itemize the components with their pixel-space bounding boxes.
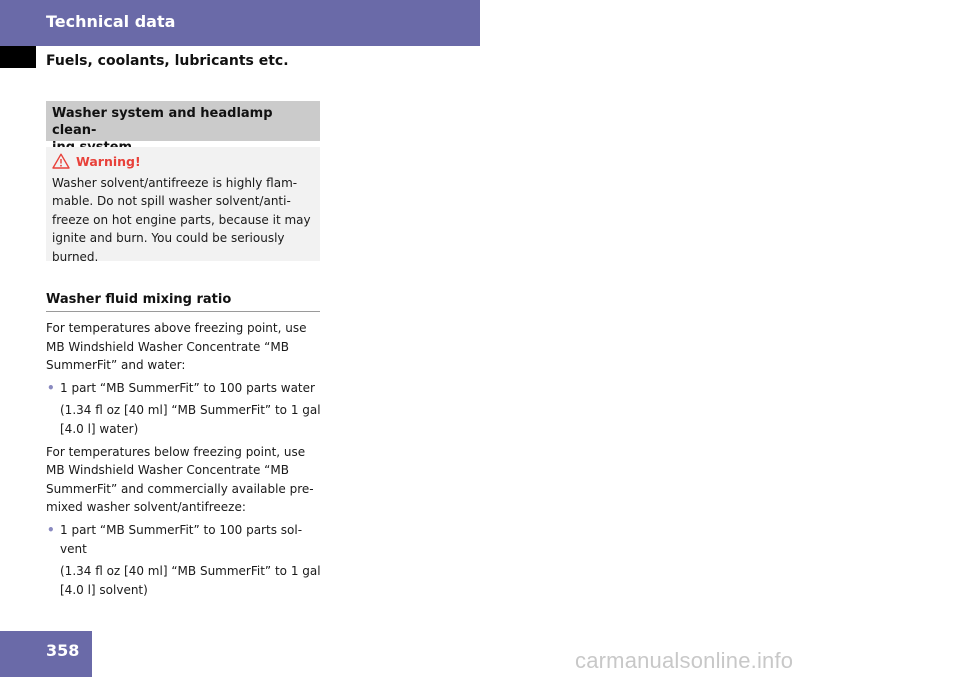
bullet-detail-line: [4.0 l] water)	[60, 421, 139, 436]
warning-line: freeze on hot engine parts, because it may	[52, 212, 311, 227]
warning-text	[52, 174, 314, 266]
bullet-item	[46, 521, 326, 540]
warning-triangle-icon	[52, 153, 70, 169]
warning-line: ignite and burn. You could be seriously	[52, 231, 285, 246]
bullet-detail-line: (1.34 fl oz [40 ml] “MB SummerFit” to 1 gal	[60, 403, 321, 418]
watermark: carmanualsonline.info	[575, 648, 794, 673]
box-heading	[46, 101, 320, 141]
bullet-item	[46, 379, 326, 398]
box-heading-line-1: Washer system and headlamp clean-	[52, 106, 273, 138]
bullet-icon: •	[47, 380, 55, 395]
warning-header	[52, 152, 314, 170]
paragraph-line: For temperatures below freezing point, use	[46, 444, 306, 459]
mixing-ratio-body	[46, 319, 326, 599]
section-tab-marker	[0, 46, 36, 68]
paragraph-line: MB Windshield Washer Concentrate “MB	[46, 339, 289, 354]
page-number: 358	[46, 641, 80, 660]
warning-line: mable. Do not spill washer solvent/anti-	[52, 194, 291, 209]
chapter-title: Technical data	[46, 12, 176, 31]
bullet-text: 1 part “MB SummerFit” to 100 parts water	[60, 380, 315, 395]
paragraph-line: mixed washer solvent/antifreeze:	[46, 500, 246, 515]
section-title: Fuels, coolants, lubricants etc.	[46, 53, 289, 69]
paragraph-line: MB Windshield Washer Concentrate “MB	[46, 463, 289, 478]
header-band	[0, 0, 480, 46]
warning-label: Warning!	[76, 153, 141, 169]
mixing-ratio-heading: Washer fluid mixing ratio	[46, 292, 320, 312]
paragraph-line: For temperatures above freezing point, use	[46, 321, 307, 335]
bullet-detail-line: (1.34 fl oz [40 ml] “MB SummerFit” to 1 gal	[60, 564, 321, 579]
warning-line: Washer solvent/antifreeze is highly flam-	[52, 176, 298, 190]
warning-line: burned.	[52, 249, 99, 264]
bullet-text: 1 part “MB SummerFit” to 100 parts sol-	[60, 522, 303, 537]
page-number-box	[0, 631, 92, 677]
paragraph-line: SummerFit” and water:	[46, 358, 186, 373]
bullet-detail-line: [4.0 l] solvent)	[60, 582, 148, 597]
warning-box	[46, 147, 320, 264]
paragraph-line: SummerFit” and commercially available pre-	[46, 481, 314, 496]
bullet-text-continuation: vent	[60, 541, 87, 556]
bullet-icon: •	[47, 522, 55, 537]
